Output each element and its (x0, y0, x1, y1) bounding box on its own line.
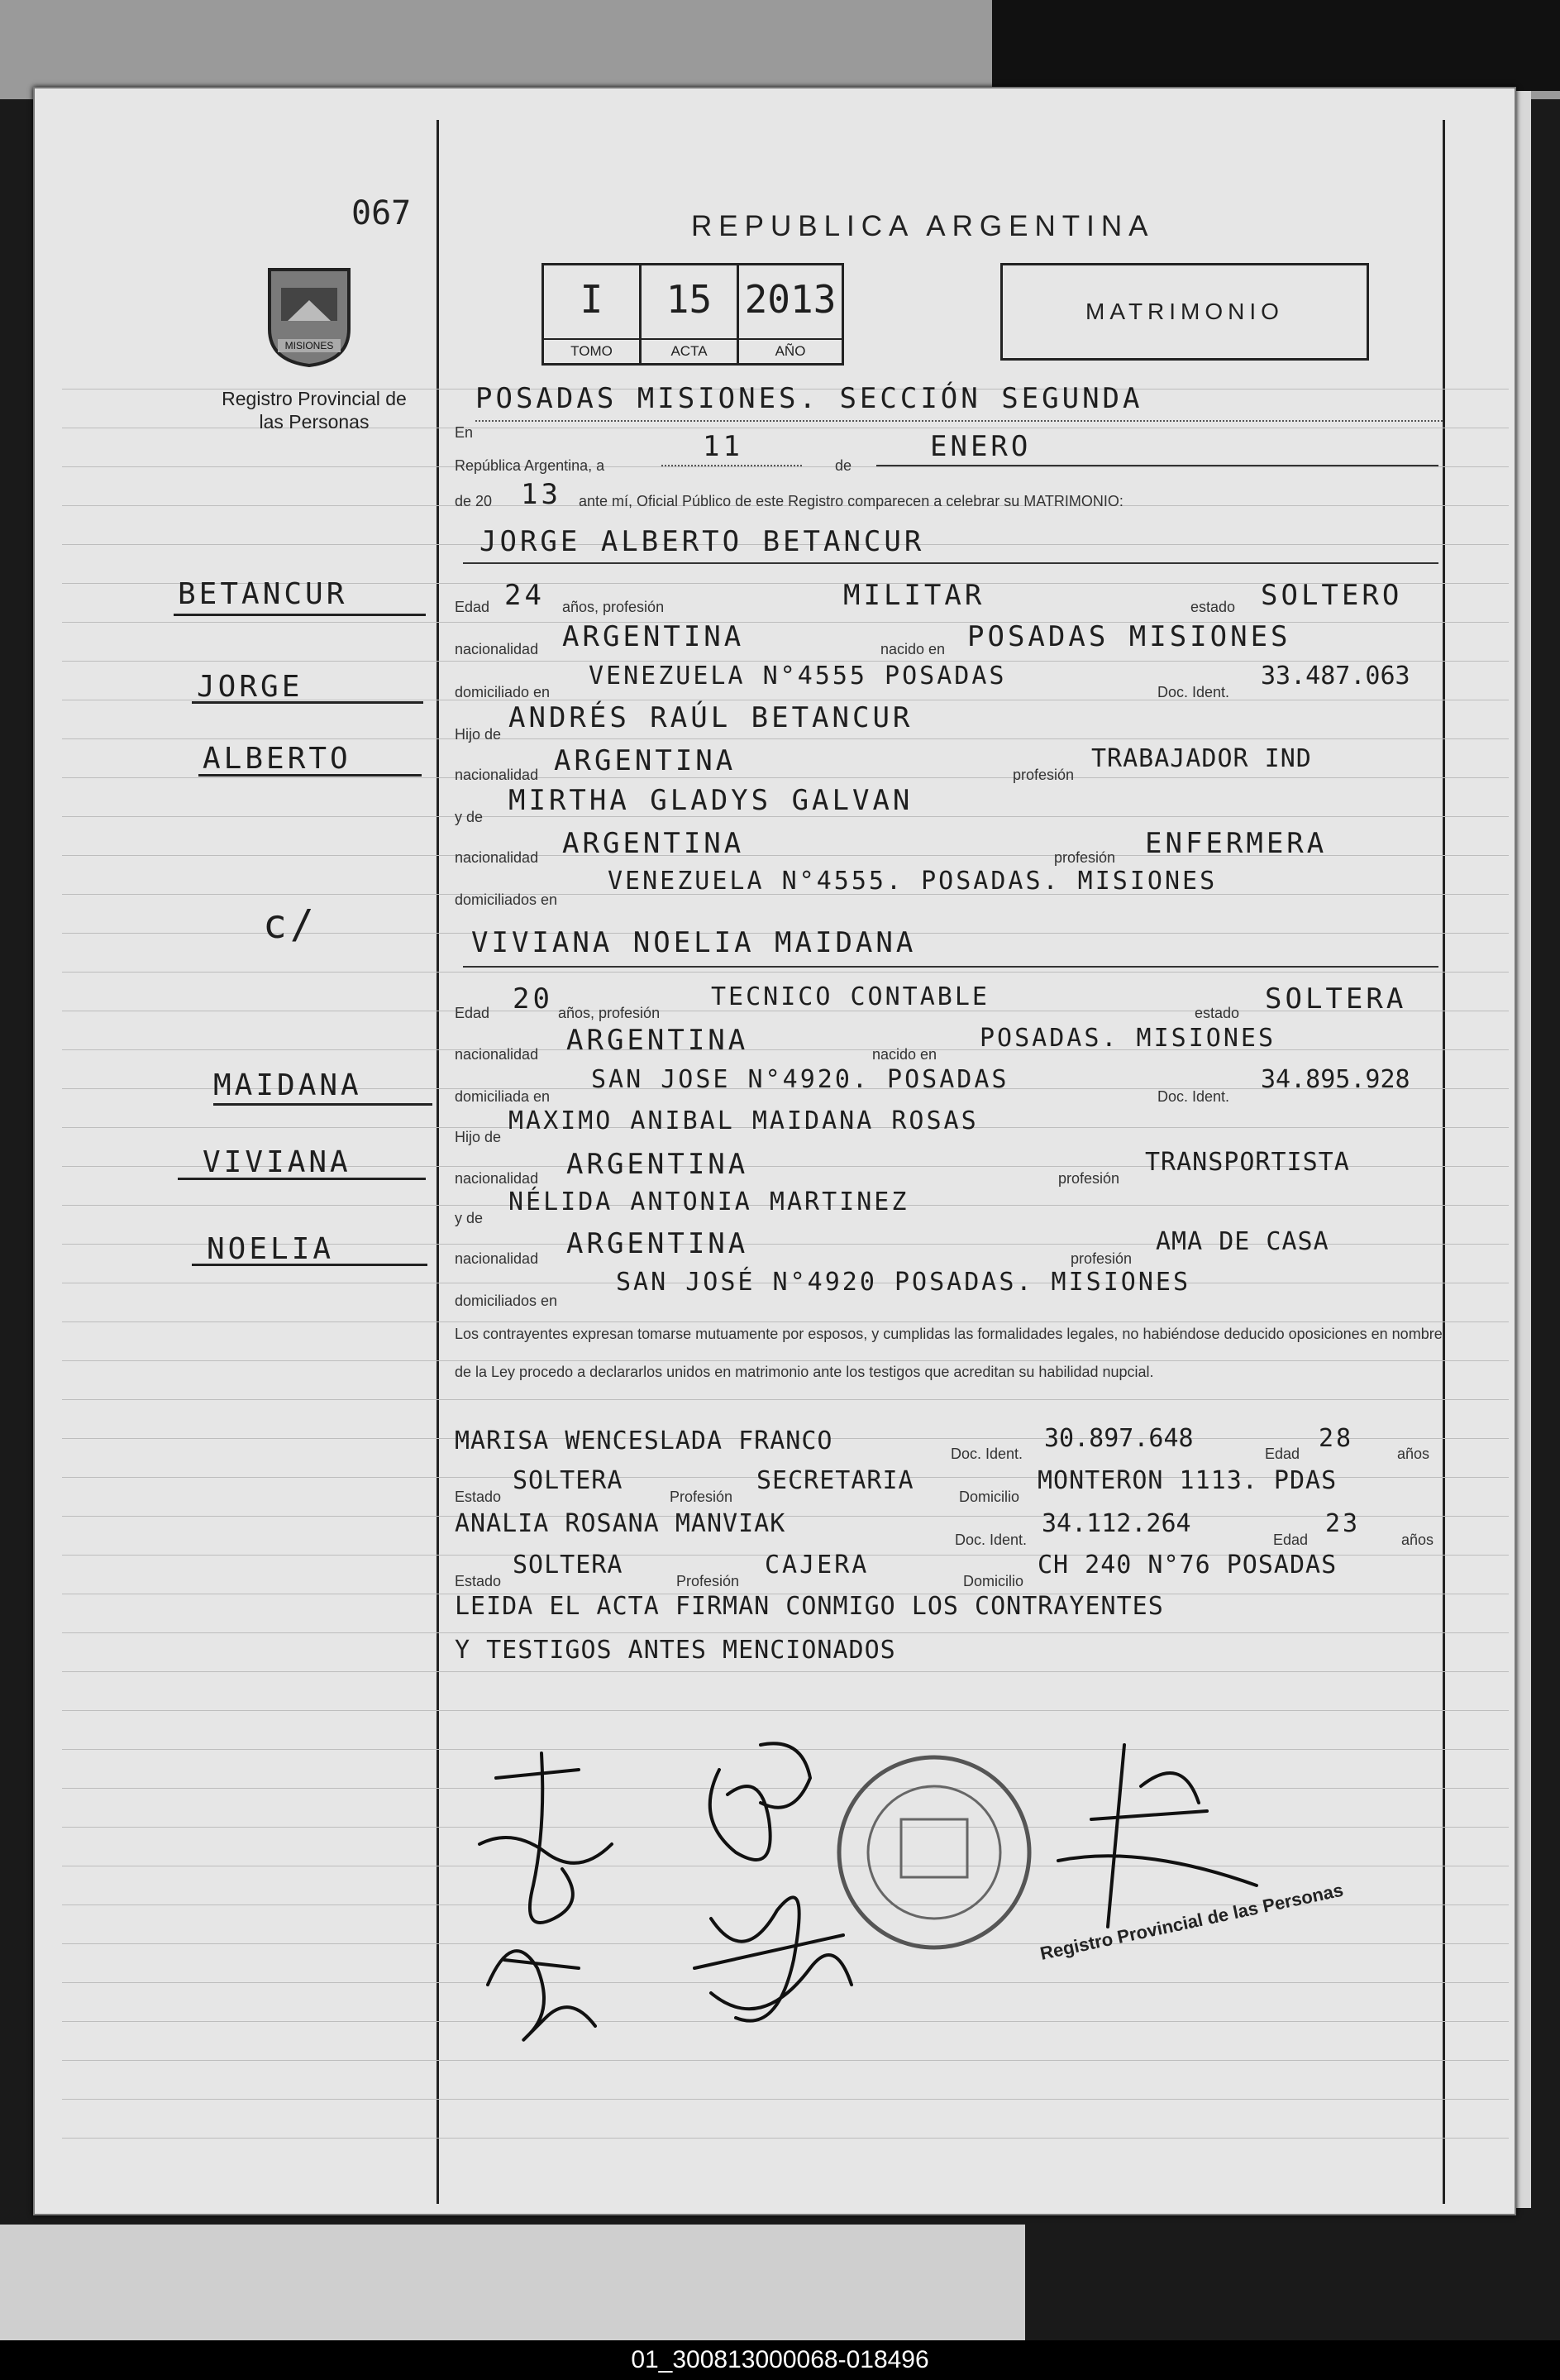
label-estado: estado (1190, 599, 1236, 615)
margin-bride-name1: VIVIANA (203, 1145, 351, 1179)
label-republica: República Argentina, a (455, 457, 605, 474)
solid-line (463, 966, 1438, 968)
label-profesion: profesión (1054, 849, 1116, 866)
anio-label: AÑO (739, 338, 842, 363)
acta-label: ACTA (642, 338, 737, 363)
groom-parents-address: VENEZUELA N°4555. POSADAS. MISIONES (608, 867, 1218, 896)
acta-value: 15 (666, 277, 713, 322)
right-border (1443, 120, 1445, 2204)
label-doc-ident: Doc. Ident. (1157, 1088, 1230, 1105)
margin-underline (213, 1103, 432, 1106)
bride-doc: 34.895.928 (1261, 1065, 1410, 1094)
witness1-status: SOLTERA (513, 1466, 623, 1495)
label-anos-profesion: años, profesión (562, 599, 665, 615)
bride-mother-nationality: ARGENTINA (566, 1227, 749, 1260)
margin-divider (437, 120, 439, 2204)
label-doc-ident: Doc. Ident. (955, 1532, 1028, 1548)
closing-line-1: LEIDA EL ACTA FIRMAN CONMIGO LOS CONTRAYENTES (455, 1592, 1164, 1621)
year-suffix-value: 13 (521, 478, 561, 511)
label-profesion-cap: Profesión (670, 1489, 733, 1505)
groom-address: VENEZUELA N°4555 POSADAS (589, 662, 1007, 691)
label-estado-cap: Estado (455, 1573, 502, 1589)
groom-mother: MIRTHA GLADYS GALVAN (508, 784, 914, 817)
margin-underline (192, 1264, 427, 1266)
label-doc-ident: Doc. Ident. (1157, 684, 1230, 700)
bride-address: SAN JOSE N°4920. POSADAS (591, 1065, 1009, 1094)
bride-mother-profession: AMA DE CASA (1156, 1227, 1329, 1256)
provincial-seal-icon (263, 263, 355, 369)
margin-underline (178, 1178, 426, 1180)
label-profesion: profesión (1058, 1170, 1120, 1187)
margin-connector: c/ (263, 901, 317, 948)
tomo-cell (544, 265, 642, 363)
margin-groom-name1: JORGE (197, 670, 303, 704)
label-de: de (835, 457, 852, 474)
label-en: En (455, 424, 474, 441)
page-number: 067 (351, 194, 412, 232)
margin-bride-name2: NOELIA (207, 1232, 335, 1266)
official-stamp-icon (839, 1757, 1029, 1947)
bride-nationality: ARGENTINA (566, 1024, 749, 1057)
groom-birthplace: POSADAS MISIONES (967, 620, 1291, 653)
signature-officer (1058, 1745, 1257, 1927)
groom-status: SOLTERO (1261, 579, 1403, 612)
label-domicilio: Domicilio (959, 1489, 1020, 1505)
bride-age: 20 (513, 982, 553, 1016)
registry-name: Registro Provincial de las Personas (222, 388, 407, 433)
ruled-line (62, 466, 1509, 467)
month-value: ENERO (930, 430, 1032, 463)
margin-underline (192, 701, 423, 704)
groom-father: ANDRÉS RAÚL BETANCUR (508, 701, 914, 734)
ruled-line (62, 1049, 1509, 1050)
witness1-doc: 30.897.648 (1044, 1424, 1194, 1453)
tomo-label: TOMO (544, 338, 639, 363)
label-anos-profesion: años, profesión (558, 1005, 661, 1021)
margin-underline (174, 614, 426, 616)
background-bottom-page (0, 2225, 1025, 2340)
witness2-address: CH 240 N°76 POSADAS (1038, 1551, 1338, 1579)
margin-bride-surname: MAIDANA (213, 1068, 362, 1102)
footer-id: 01_300813000068-018496 (0, 2340, 1560, 2380)
label-nacido-en: nacido en (872, 1046, 937, 1063)
background-top-dark (992, 0, 1560, 91)
label-nacionalidad: nacionalidad (455, 1170, 539, 1187)
label-hijo-de: Hijo de (455, 1129, 502, 1145)
label-profesion: profesión (1013, 767, 1075, 783)
groom-nationality: ARGENTINA (562, 620, 745, 653)
label-domiciliada: domiciliada en (455, 1088, 551, 1105)
label-edad: Edad (1273, 1532, 1309, 1548)
label-anos: años (1401, 1532, 1434, 1548)
ruled-line (62, 738, 1509, 739)
label-profesion: profesión (1071, 1250, 1133, 1267)
label-nacionalidad: nacionalidad (455, 1046, 539, 1063)
label-doc-ident: Doc. Ident. (951, 1446, 1023, 1462)
label-ante-mi: ante mí, Oficial Público de este Registro comparecen a celebrar su MATRIMONIO: (579, 493, 1123, 509)
officer-stamp-text: Registro Provincial de las Personas (1038, 1879, 1346, 1964)
bride-parents-address: SAN JOSÉ N°4920 POSADAS. MISIONES (616, 1268, 1191, 1297)
margin-groom-name2: ALBERTO (203, 742, 351, 776)
bride-status: SOLTERA (1265, 982, 1407, 1016)
witness2-profession: CAJERA (765, 1551, 870, 1579)
ruled-line (62, 2099, 1509, 2100)
registry-table (541, 263, 844, 366)
bride-father: MAXIMO ANIBAL MAIDANA ROSAS (508, 1106, 979, 1135)
signatures-area (463, 1720, 1438, 2067)
groom-profession: MILITAR (843, 579, 985, 612)
witness1-profession: SECRETARIA (756, 1466, 914, 1495)
anio-value: 2013 (744, 277, 837, 322)
dotted-line (661, 465, 802, 466)
label-y-de: y de (455, 1210, 484, 1226)
label-nacido-en: nacido en (880, 641, 946, 657)
signature-bride (694, 1743, 843, 2020)
bride-mother: NÉLIDA ANTONIA MARTINEZ (508, 1188, 909, 1216)
bride-profession: TECNICO CONTABLE (711, 982, 990, 1011)
label-nacionalidad: nacionalidad (455, 1250, 539, 1267)
ruled-line (62, 622, 1509, 623)
label-domiciliados: domiciliados en (455, 1293, 558, 1309)
label-estado-cap: Estado (455, 1489, 502, 1505)
solid-line (876, 465, 1438, 466)
label-domiciliado: domiciliado en (455, 684, 551, 700)
margin-groom-surname: BETANCUR (178, 577, 348, 611)
place-value: POSADAS MISIONES. SECCIÓN SEGUNDA (475, 382, 1143, 415)
ruled-line (62, 1632, 1509, 1633)
groom-doc: 33.487.063 (1261, 662, 1410, 691)
acta-cell (642, 265, 739, 363)
tomo-value: I (580, 277, 603, 322)
label-y-de: y de (455, 809, 484, 825)
label-edad: Edad (455, 599, 490, 615)
witness1-address: MONTERON 1113. PDAS (1038, 1466, 1338, 1495)
signature-witness-2 (711, 1955, 852, 2009)
ruled-line (62, 972, 1509, 973)
legal-text: Los contrayentes expresan tomarse mutuamente por esposos, y cumplidas las formalidades legales, no habiéndose deducido oposiciones en nombre de la Ley procedo a declararlos unidos en matrimonio ante los testigos que acreditan su habilidad nupcial. (455, 1326, 1443, 1380)
label-nacionalidad: nacionalidad (455, 849, 539, 866)
signature-witness-1 (488, 1951, 595, 2040)
witness2-status: SOLTERA (513, 1551, 623, 1579)
bride-father-profession: TRANSPORTISTA (1145, 1148, 1350, 1177)
ruled-line (62, 777, 1509, 778)
label-edad: Edad (1265, 1446, 1300, 1462)
solid-line (463, 562, 1438, 564)
groom-father-profession: TRABAJADOR IND (1091, 744, 1312, 773)
ruled-line (62, 1671, 1509, 1672)
ruled-line (62, 1399, 1509, 1400)
witness2-doc: 34.112.264 (1042, 1509, 1191, 1538)
groom-name: JORGE ALBERTO BETANCUR (479, 525, 925, 558)
label-hijo-de: Hijo de (455, 726, 502, 743)
witness2-name: ANALIA ROSANA MANVIAK (455, 1509, 786, 1538)
day-value: 11 (703, 430, 743, 463)
groom-age: 24 (504, 579, 545, 612)
witness1-name: MARISA WENCESLADA FRANCO (455, 1427, 833, 1455)
label-estado: estado (1195, 1005, 1240, 1021)
witness1-age: 28 (1319, 1424, 1354, 1453)
groom-mother-profession: ENFERMERA (1145, 827, 1328, 860)
label-domiciliados: domiciliados en (455, 891, 558, 908)
witness2-age: 23 (1325, 1509, 1361, 1538)
label-edad: Edad (455, 1005, 490, 1021)
anio-cell (739, 265, 842, 363)
record-type-box: MATRIMONIO (1000, 263, 1369, 361)
label-anos: años (1397, 1446, 1430, 1462)
groom-father-nationality: ARGENTINA (554, 744, 737, 777)
label-nacionalidad: nacionalidad (455, 641, 539, 657)
label-de-20: de 20 (455, 493, 493, 509)
signature-groom (479, 1753, 612, 1923)
ruled-line (62, 1710, 1509, 1711)
label-profesion-cap: Profesión (676, 1573, 740, 1589)
page-title: REPUBLICA ARGENTINA (691, 210, 1155, 242)
label-domicilio: Domicilio (963, 1573, 1024, 1589)
closing-line-2: Y TESTIGOS ANTES MENCIONADOS (455, 1636, 896, 1665)
label-nacionalidad: nacionalidad (455, 767, 539, 783)
dotted-line (475, 420, 1443, 422)
groom-mother-nationality: ARGENTINA (562, 827, 745, 860)
bride-name: VIVIANA NOELIA MAIDANA (471, 926, 917, 959)
margin-underline (198, 774, 422, 777)
seal-text: MISIONES (284, 340, 334, 351)
bride-birthplace: POSADAS. MISIONES (980, 1024, 1276, 1053)
ruled-line (62, 2138, 1509, 2139)
bride-father-nationality: ARGENTINA (566, 1148, 749, 1181)
